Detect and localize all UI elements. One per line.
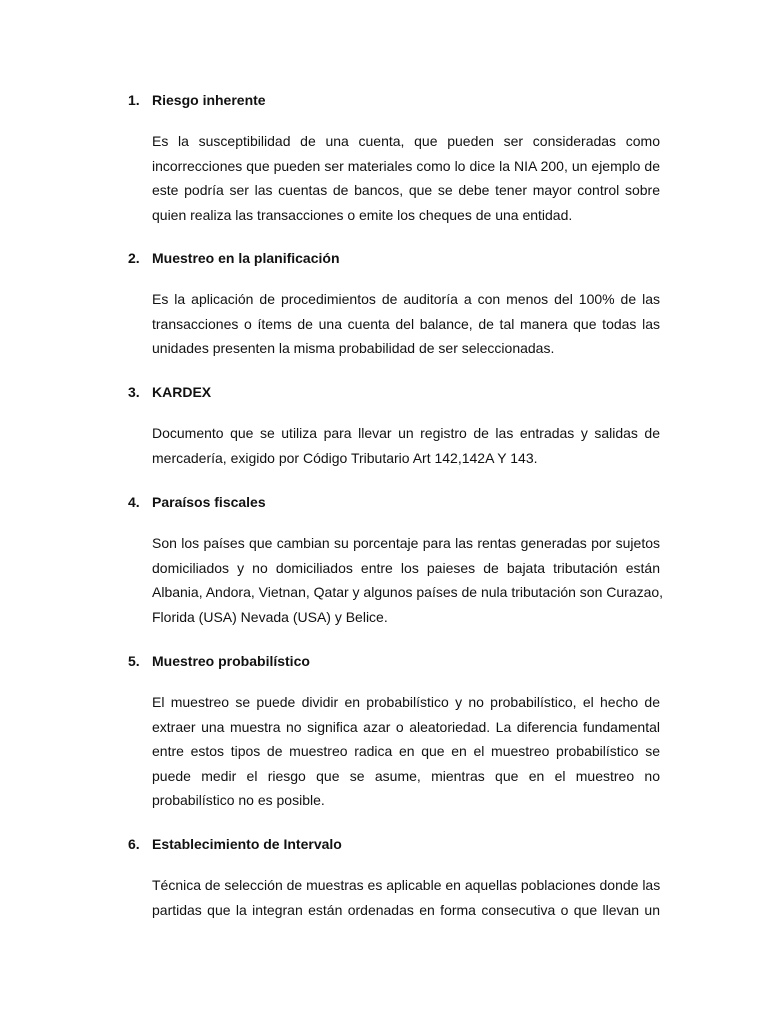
- body-line: incorrecciones que pueden ser materiales como lo dice la NIA 200, un ejemplo de: [152, 157, 660, 174]
- section-1: [128, 91, 660, 223]
- section-body: [152, 873, 660, 922]
- section-title: Muestreo probabilístico: [152, 653, 310, 669]
- section-title: Riesgo inherente: [152, 92, 266, 108]
- body-line: entre estos tipos de muestreo radica en que en el muestreo probabilístico se: [152, 743, 660, 760]
- body-line: Es la aplicación de procedimientos de auditoría a con menos del 100% de las: [152, 291, 660, 307]
- section-number: 2.: [128, 250, 140, 266]
- body-line: Es la susceptibilidad de una cuenta, que pueden ser consideradas como: [152, 133, 660, 149]
- body-line: transacciones o ítems de una cuenta del balance, de tal manera que todas las: [152, 315, 660, 332]
- body-line: puede medir el riesgo que se asume, mientras que en el muestreo no: [152, 767, 660, 784]
- section-number: 6.: [128, 836, 140, 852]
- section-2: [128, 249, 660, 357]
- section-heading: [128, 835, 660, 853]
- body-line: El muestreo se puede dividir en probabilístico y no probabilístico, el hecho de: [152, 694, 660, 710]
- section-heading: [128, 652, 660, 670]
- section-title: Muestreo en la planificación: [152, 250, 340, 266]
- section-3: [128, 383, 660, 466]
- body-line: quien realiza las transacciones o emite los cheques de una entidad.: [152, 206, 573, 223]
- body-line: Técnica de selección de muestras es aplicable en aquellas poblaciones donde las: [152, 877, 661, 893]
- section-body: [152, 129, 660, 227]
- section-heading: [128, 493, 660, 511]
- section-body: [152, 531, 664, 629]
- body-line: Son los países que cambian su porcentaje para las rentas generadas por sujetos: [152, 535, 660, 551]
- body-line: partidas que la integran están ordenadas en forma consecutiva o que llevan un: [152, 901, 660, 918]
- section-5: [128, 652, 660, 809]
- body-line: Albania, Andora, Vietnan, Qatar y algunos países de nula tributación son Curazao,: [152, 584, 664, 601]
- section-number: 3.: [128, 384, 140, 400]
- body-line: Documento que se utiliza para llevar un registro de las entradas y salidas de: [152, 425, 660, 441]
- body-line: Florida (USA) Nevada (USA) y Belice.: [152, 608, 388, 625]
- body-line: extraer una muestra no significa azar o aleatoriedad. La diferencia fundamental: [152, 718, 660, 735]
- section-body: [152, 421, 660, 470]
- section-number: 5.: [128, 653, 140, 669]
- section-title: Paraísos fiscales: [152, 494, 266, 510]
- body-line: domiciliados y no domiciliados entre los paieses de bajata tributación están: [152, 559, 660, 576]
- body-line: unidades presenten la misma probabilidad de ser seleccionadas.: [152, 340, 555, 357]
- section-heading: [128, 249, 660, 267]
- section-number: 4.: [128, 494, 140, 510]
- section-heading: [128, 383, 660, 401]
- section-heading: [128, 91, 660, 109]
- section-6: [128, 835, 661, 918]
- body-line: mercadería, exigido por Código Tributario Art 142,142A Y 143.: [152, 449, 538, 466]
- section-number: 1.: [128, 92, 140, 108]
- section-4: [128, 493, 664, 625]
- section-body: [152, 690, 660, 813]
- body-line: probabilístico no es posible.: [152, 792, 325, 809]
- section-body: [152, 287, 660, 361]
- section-title: KARDEX: [152, 384, 212, 400]
- section-title: Establecimiento de Intervalo: [152, 836, 342, 852]
- body-line: este podría ser las cuentas de bancos, que se debe tener mayor control sobre: [152, 182, 660, 199]
